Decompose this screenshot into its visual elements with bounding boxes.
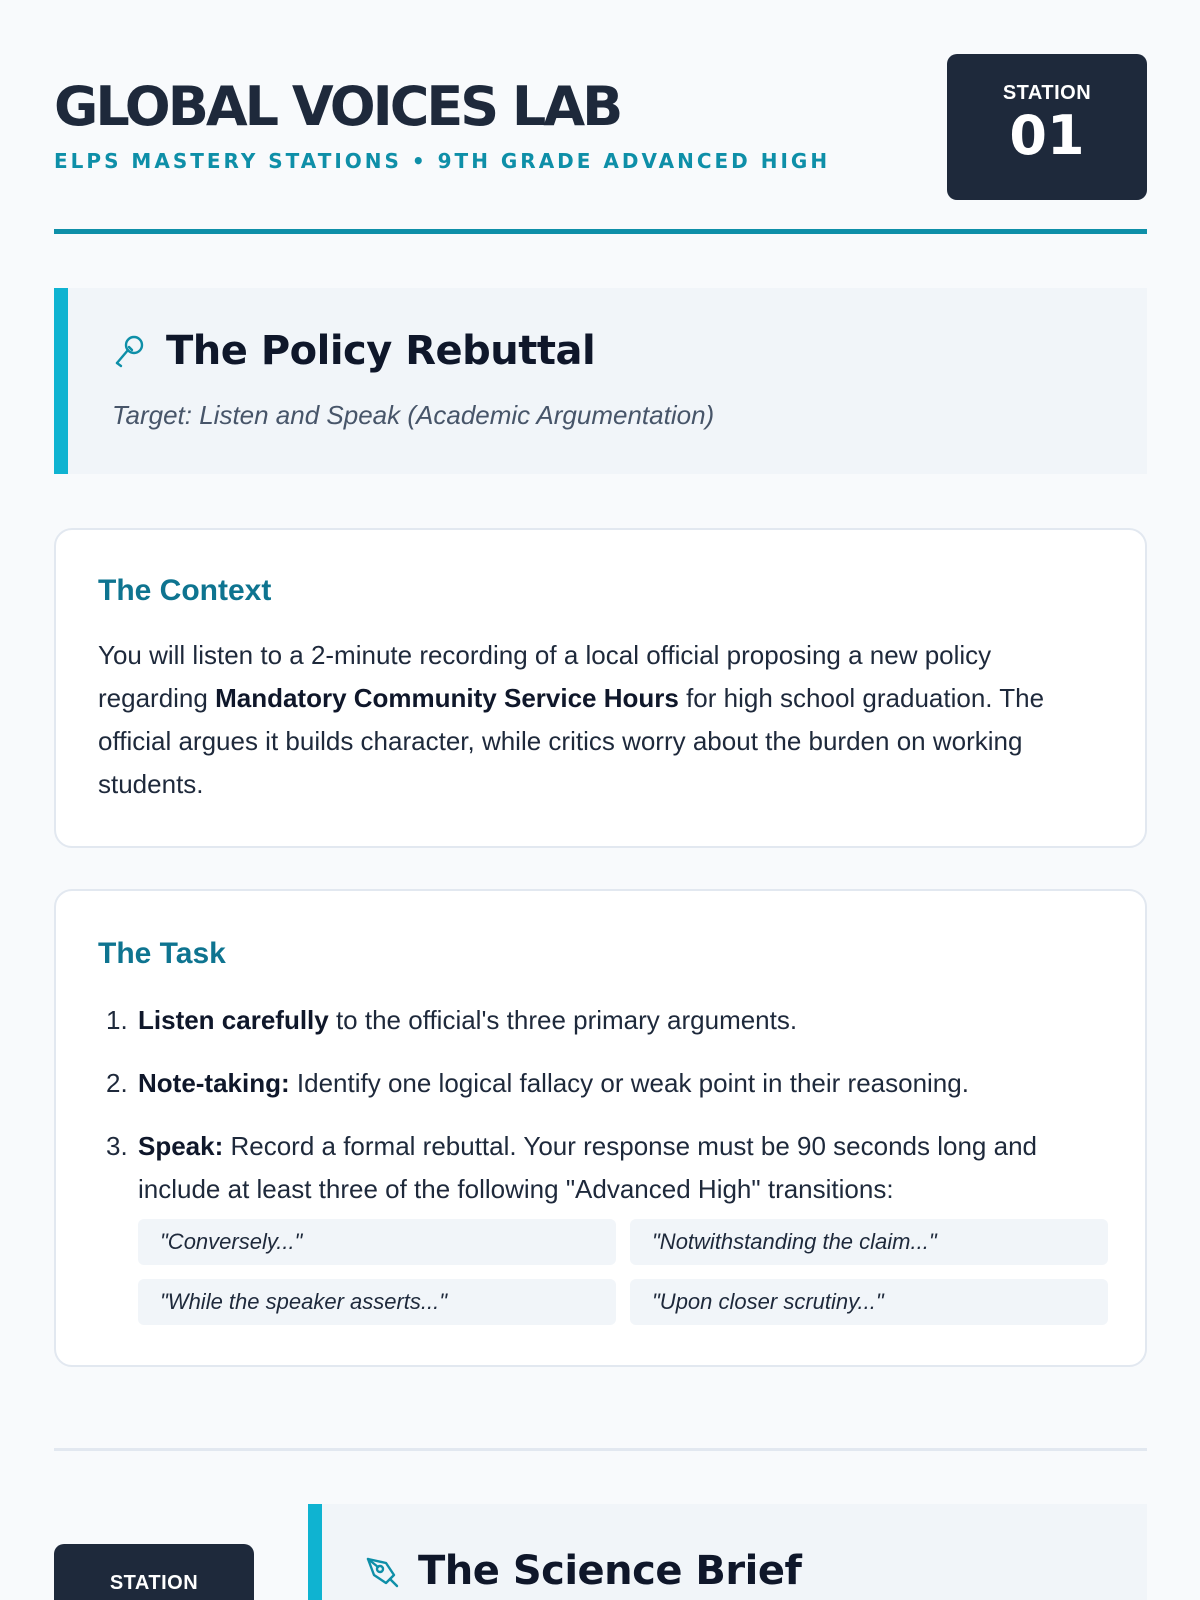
transitions-grid	[138, 1219, 1108, 1325]
pen-nib-icon	[364, 1553, 400, 1589]
transition-chip: "Notwithstanding the claim..."	[630, 1219, 1108, 1265]
section-target: Target: Listen and Speak (Academic Argumentation)	[112, 400, 715, 430]
section-title: The Science Brief	[418, 1548, 802, 1594]
page-header	[54, 54, 1147, 234]
transition-chip: "Conversely..."	[138, 1219, 616, 1265]
microphone-icon	[112, 333, 148, 369]
task-item-bold: Note-taking:	[138, 1068, 290, 1098]
section-title: The Policy Rebuttal	[166, 328, 596, 374]
station-section-header	[54, 288, 1147, 474]
section-title-row	[364, 1548, 801, 1594]
task-item	[98, 1125, 1108, 1211]
station-section-header	[308, 1504, 1147, 1600]
context-card	[54, 528, 1147, 848]
station-label: STATION	[1002, 82, 1092, 104]
task-item-bold: Speak:	[138, 1131, 224, 1161]
task-number: 1.	[106, 1005, 128, 1035]
section-divider	[54, 1448, 1147, 1451]
station-number: 01	[1009, 104, 1085, 167]
task-item	[98, 999, 1108, 1042]
context-text-part: for high school graduation. The official argues it builds character, while critics worry about the burden on working students.	[98, 683, 1045, 799]
page-subtitle: ELPS MASTERY STATIONS • 9TH GRADE ADVANCED HIGH	[54, 149, 831, 173]
task-item-text: Identify one logical fallacy or weak point in their reasoning.	[289, 1068, 969, 1098]
station-label: STATION	[109, 1572, 199, 1594]
task-item	[98, 1062, 1108, 1105]
page-title: GLOBAL VOICES LAB	[54, 75, 621, 138]
task-item-bold: Listen carefully	[138, 1005, 329, 1035]
section-title-row	[112, 328, 595, 374]
context-text	[98, 634, 1108, 806]
task-number: 2.	[106, 1068, 128, 1098]
transition-chip: "Upon closer scrutiny..."	[630, 1279, 1108, 1325]
task-card	[54, 889, 1147, 1367]
context-heading: The Context	[98, 574, 272, 607]
station-badge	[54, 1544, 254, 1600]
context-policy-name: Mandatory Community Service Hours	[215, 683, 679, 713]
task-heading: The Task	[98, 937, 226, 970]
transition-chip: "While the speaker asserts..."	[138, 1279, 616, 1325]
station-badge	[947, 54, 1147, 200]
task-item-text: Record a formal rebuttal. Your response must be 90 seconds long and include at least three of the following "Advanced High" transitions:	[138, 1131, 1037, 1204]
task-number: 3.	[106, 1131, 128, 1161]
task-list	[98, 999, 1108, 1231]
context-text-part: You will listen to a 2-minute recording of a local official proposing a new policy regarding	[98, 640, 992, 713]
task-item-text: to the official's three primary arguments.	[328, 1005, 798, 1035]
